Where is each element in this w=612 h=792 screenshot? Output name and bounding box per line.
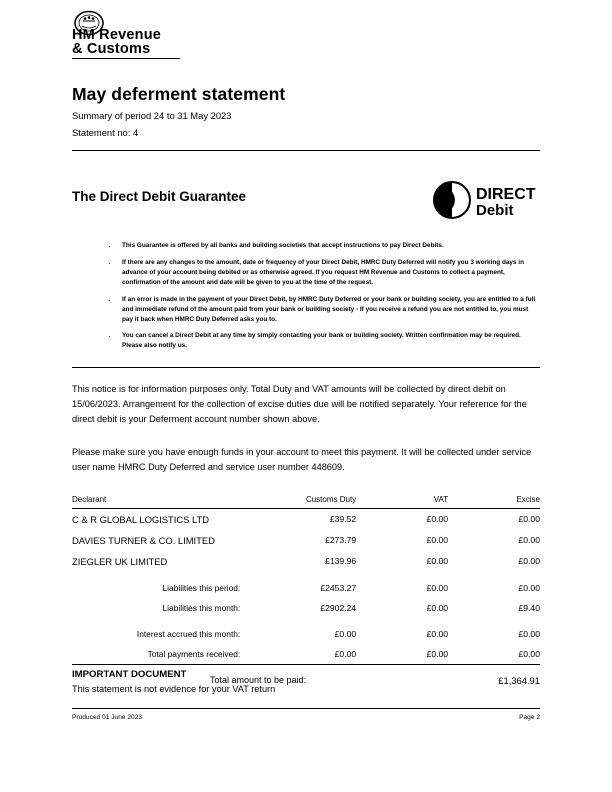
table-summary-row xyxy=(72,578,540,598)
declarant-vat: £0.00 xyxy=(426,513,449,524)
summary-label: Interest accrued this month: xyxy=(136,628,241,639)
summary-vat: £0.00 xyxy=(426,648,449,659)
hmrc-wordmark xyxy=(72,28,161,56)
hmrc-line-1: HM Revenue xyxy=(72,27,162,43)
summary-customs: £0.00 xyxy=(334,648,357,659)
page-title: May deferment statement xyxy=(72,84,286,104)
table-summary-row xyxy=(72,598,540,618)
summary-label: Liabilities this month: xyxy=(162,602,241,613)
table-summary-row xyxy=(72,644,540,665)
list-item: • This Guarantee is offered by all banks and building societies that accept instructions to pay Direct Debits. xyxy=(118,241,540,251)
statement-footer-block xyxy=(72,669,540,694)
summary-vat: £0.00 xyxy=(426,602,449,613)
declarant-name: DAVIES TURNER & CO. LIMITED xyxy=(72,534,215,546)
important-document-label: IMPORTANT DOCUMENT xyxy=(72,668,187,680)
declarant-excise: £0.00 xyxy=(518,534,540,545)
declarant-excise: £0.00 xyxy=(518,555,540,566)
statement-number: Statement no: 4 xyxy=(72,127,139,138)
summary-excise: £9.40 xyxy=(518,602,540,613)
list-item: • You can cancel a Direct Debit at any time by simply contacting your bank or building society. Written confirmation may be required. Please also notify us. xyxy=(118,331,540,351)
declarant-customs: £139.96 xyxy=(325,555,357,566)
declarant-vat: £0.00 xyxy=(426,555,449,566)
summary-label: Liabilities this period: xyxy=(162,582,241,593)
vat-disclaimer: This statement is not evidence for your VAT return xyxy=(72,683,276,694)
footer-divider xyxy=(72,708,540,709)
guarantee-bullet-list xyxy=(72,241,540,351)
total-amount-value: £1,364.91 xyxy=(498,674,540,686)
statement-period: Summary of period 24 to 31 May 2023 xyxy=(72,110,232,121)
summary-excise: £0.00 xyxy=(518,628,540,639)
summary-customs: £2902.24 xyxy=(320,602,357,613)
hmrc-underline xyxy=(72,58,180,59)
column-header-declarant: Declarant xyxy=(72,495,264,509)
table-header-row xyxy=(72,495,540,509)
guarantee-title: The Direct Debit Guarantee xyxy=(72,189,247,204)
page-number: Page 2 xyxy=(519,713,540,721)
hmrc-header xyxy=(72,0,540,62)
list-item: • If there are any changes to the amount, date or frequency of your Direct Debit, HMRC Duty Deferred will notify you 3 working days in advance of your account being debited or as otherwise agreed. If you request HM Revenue and Customs to collect a payment, confirmation of the amount and date will be given to you at the time of the request. xyxy=(118,258,540,288)
declarant-name: C & R GLOBAL LOGISTICS LTD xyxy=(72,513,210,525)
declarant-vat: £0.00 xyxy=(426,534,449,545)
page-footer xyxy=(72,714,540,721)
table-row xyxy=(72,508,540,530)
hmrc-line-2: & Customs xyxy=(72,41,151,57)
declarant-customs: £273.79 xyxy=(325,534,357,545)
column-header-customs-duty: Customs Duty xyxy=(264,495,356,509)
summary-label: Total payments received: xyxy=(147,648,241,659)
collection-notice: This notice is for information purposes only. Total Duty and VAT amounts will be collected by direct debit on 15/06/2023. Arrangement for the collection of excise duties due will be notified separately. Your reference for the direct debit is your Deferment account number shown above. xyxy=(72,384,527,425)
declarant-table xyxy=(72,495,540,665)
table-row xyxy=(72,551,540,572)
summary-customs: £2453.27 xyxy=(320,582,357,593)
summary-vat: £0.00 xyxy=(426,628,449,639)
summary-customs: £0.00 xyxy=(334,628,357,639)
svg-text:DIRECT: DIRECT xyxy=(476,186,536,203)
declarant-excise: £0.00 xyxy=(518,513,540,524)
summary-vat: £0.00 xyxy=(426,582,449,593)
column-header-vat: VAT xyxy=(356,495,448,509)
column-header-excise: Excise xyxy=(448,495,540,509)
summary-excise: £0.00 xyxy=(518,582,540,593)
header-divider xyxy=(72,150,540,151)
guarantee-divider xyxy=(72,367,540,368)
table-summary-row xyxy=(72,624,540,644)
direct-debit-logo xyxy=(432,179,540,223)
funds-notice: Please make sure you have enough funds in your account to meet this payment. It will be collected under service user name HMRC Duty Deferred and service user number 448609. xyxy=(72,447,532,472)
table-total-divider xyxy=(72,664,540,665)
summary-excise: £0.00 xyxy=(518,648,540,659)
declarant-name: ZIEGLER UK LIMITED xyxy=(72,555,168,567)
declarant-customs: £39.52 xyxy=(329,513,357,524)
svg-text:Debit: Debit xyxy=(476,202,514,219)
guarantee-header xyxy=(72,179,540,223)
total-amount-label: Total amount to be paid: xyxy=(210,674,307,685)
produced-date: Produced 01 June 2023 xyxy=(72,713,143,721)
total-amount-row xyxy=(210,675,540,686)
table-row xyxy=(72,530,540,551)
list-item: • If an error is made in the payment of your Direct Debit, by HMRC Duty Deferred or your bank or building society, you are entitled to a full and immediate refund of the amount paid from your bank or building society - If you receive a refund you are not entitled to, you must pay it back when HMRC Duty Deferred asks you to. xyxy=(118,295,540,325)
